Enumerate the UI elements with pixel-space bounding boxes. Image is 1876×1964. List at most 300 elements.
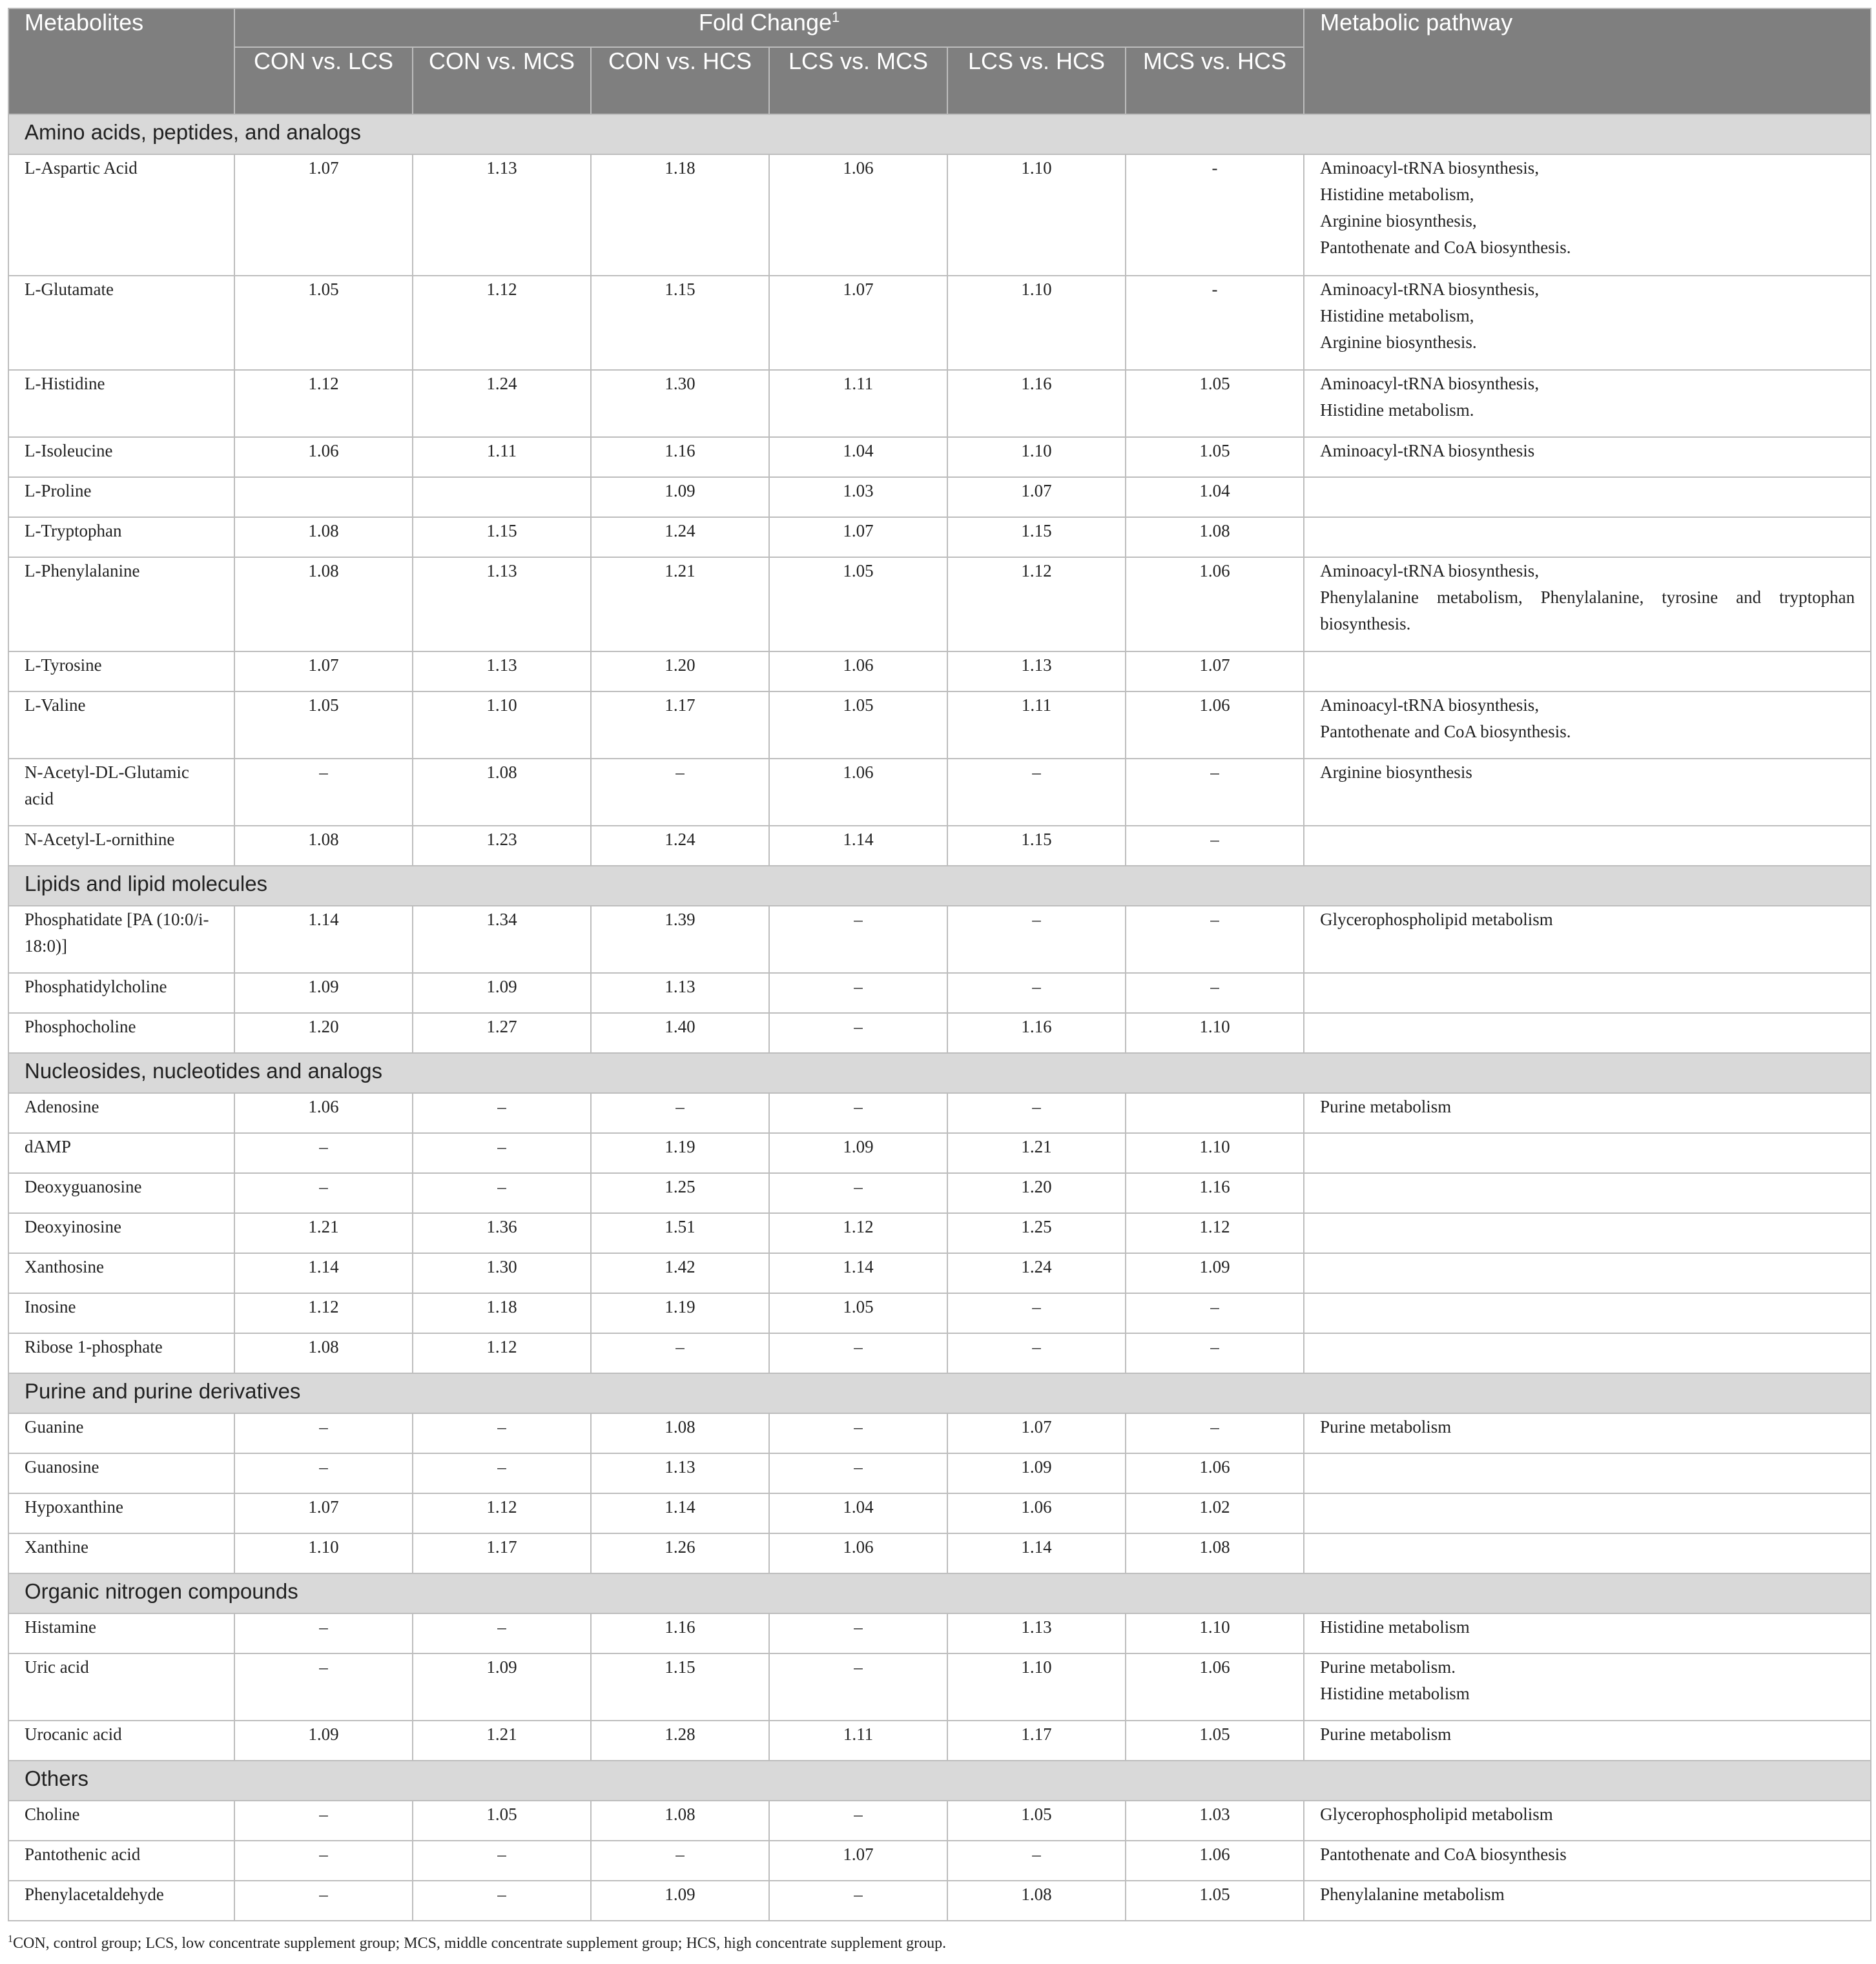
fold-change-value: 1.10 [234,1533,413,1573]
fold-change-value: 1.08 [1126,1533,1304,1573]
fold-change-value: 1.10 [413,691,591,759]
fold-change-value: 1.25 [947,1213,1126,1253]
metabolic-pathway [1304,826,1871,866]
fold-change-value: – [234,1801,413,1841]
table-header [8,8,1871,114]
fold-change-value: 1.09 [234,973,413,1013]
fold-change-value: – [947,1093,1126,1133]
fold-change-value: 1.05 [769,691,947,759]
fold-change-value: 1.20 [591,651,769,691]
fold-change-value: – [769,1333,947,1373]
table-body [8,114,1871,1921]
fold-change-value: 1.42 [591,1253,769,1293]
comparison-header: LCS vs. MCS [769,47,947,114]
fold-change-value: 1.13 [413,651,591,691]
metabolic-pathway [1304,759,1871,826]
fold-change-value: 1.12 [234,370,413,437]
fold-change-value: 1.24 [591,517,769,557]
fold-change-value: 1.10 [947,276,1126,370]
metabolic-pathway [1304,1841,1871,1881]
category-label: Purine and purine derivatives [8,1373,1871,1413]
fold-change-value: – [413,1453,591,1493]
fold-change-value: 1.09 [947,1453,1126,1493]
footnote-text: CON, control group; LCS, low concentrate supplement group; MCS, middle concentrate supplement group; HCS, high concentrate supplement group. [13,1935,947,1952]
fold-change-value: – [947,973,1126,1013]
comparison-header: CON vs. MCS [413,47,591,114]
metabolic-pathway [1304,1093,1871,1133]
fold-change-value: 1.06 [1126,557,1304,651]
fold-change-value: 1.51 [591,1213,769,1253]
table-row [8,370,1871,437]
fold-change-value: 1.13 [947,1613,1126,1653]
metabolic-pathway [1304,1533,1871,1573]
pathway-line: Histidine metabolism, [1320,306,1474,325]
fold-change-value: 1.08 [591,1413,769,1453]
fold-change-value: 1.10 [947,437,1126,477]
table-row [8,1253,1871,1293]
table-row [8,1173,1871,1213]
table-row [8,1133,1871,1173]
fold-change-value: - [1126,276,1304,370]
table-row [8,517,1871,557]
fold-change-value: 1.30 [413,1253,591,1293]
fold-change-value: 1.10 [947,154,1126,276]
fold-change-value: 1.07 [234,651,413,691]
metabolite-name: N-Acetyl-DL-Glutamic acid [8,759,234,826]
fold-change-value: 1.03 [769,477,947,517]
fold-change-label: Fold Change [698,9,832,36]
fold-change-value: – [769,1093,947,1133]
fold-change-value: 1.13 [413,557,591,651]
fold-change-value: – [769,1453,947,1493]
table-row [8,1333,1871,1373]
fold-change-value: 1.10 [1126,1133,1304,1173]
pathway-line: Arginine biosynthesis, [1320,211,1477,230]
table-row [8,557,1871,651]
fold-change-value: 1.09 [1126,1253,1304,1293]
fold-change-value: – [234,1453,413,1493]
table-row [8,691,1871,759]
fold-change-value: 1.07 [1126,651,1304,691]
fold-change-value: 1.09 [769,1133,947,1173]
table-row [8,1613,1871,1653]
metabolite-name: Histamine [8,1613,234,1653]
metabolic-pathway [1304,651,1871,691]
fold-change-header [234,8,1304,47]
table-footnote [8,1935,1870,1952]
fold-change-value: 1.04 [769,437,947,477]
metabolic-pathway [1304,557,1871,651]
fold-change-value: 1.28 [591,1721,769,1761]
metabolic-pathway [1304,276,1871,370]
fold-change-value: – [769,1653,947,1721]
fold-change-value: 1.23 [413,826,591,866]
fold-change-value: 1.06 [769,759,947,826]
category-row [8,1053,1871,1093]
fold-change-value: 1.15 [947,826,1126,866]
fold-change-value: – [413,1413,591,1453]
table-row [8,477,1871,517]
fold-change-value: 1.13 [591,1453,769,1493]
pathway-line: Aminoacyl-tRNA biosynthesis, [1320,158,1540,178]
category-label: Amino acids, peptides, and analogs [8,114,1871,154]
metabolic-pathway [1304,1881,1871,1921]
metabolite-name: Inosine [8,1293,234,1333]
fold-change-value: – [769,1173,947,1213]
fold-change-value: 1.06 [1126,1453,1304,1493]
fold-change-value: 1.07 [769,1841,947,1881]
fold-change-value: 1.16 [591,1613,769,1653]
fold-change-value: 1.12 [947,557,1126,651]
fold-change-value: – [947,1293,1126,1333]
fold-change-value: – [413,1093,591,1133]
fold-change-value: 1.08 [234,517,413,557]
fold-change-value: 1.13 [947,651,1126,691]
fold-change-value: – [234,1413,413,1453]
footnote-marker: 1 [8,1934,13,1945]
table-row [8,437,1871,477]
fold-change-value: – [413,1881,591,1921]
fold-change-value: 1.07 [947,477,1126,517]
fold-change-value: 1.12 [1126,1213,1304,1253]
metabolic-pathway [1304,1413,1871,1453]
pathway-line: Purine metabolism [1320,1097,1452,1116]
fold-change-value: 1.15 [947,517,1126,557]
fold-change-value: – [1126,1293,1304,1333]
category-label: Others [8,1761,1871,1801]
fold-change-value: 1.06 [234,437,413,477]
fold-change-value: 1.21 [234,1213,413,1253]
metabolite-name: L-Phenylalanine [8,557,234,651]
fold-change-value: - [1126,154,1304,276]
fold-change-value: 1.21 [413,1721,591,1761]
metabolite-name: Xanthine [8,1533,234,1573]
pathway-line: Arginine biosynthesis. [1320,332,1477,352]
fold-change-value: 1.14 [591,1493,769,1533]
fold-change-value: 1.05 [413,1801,591,1841]
fold-change-value: 1.18 [591,154,769,276]
comparison-header: MCS vs. HCS [1126,47,1304,114]
metabolite-name: Deoxyguanosine [8,1173,234,1213]
fold-change-value: 1.16 [591,437,769,477]
table-row [8,906,1871,973]
fold-change-value: 1.15 [591,276,769,370]
pathway-header: Metabolic pathway [1304,8,1871,114]
pathway-line: Purine metabolism [1320,1417,1452,1437]
fold-change-value: 1.10 [1126,1613,1304,1653]
comparison-header: CON vs. LCS [234,47,413,114]
metabolite-name: Guanine [8,1413,234,1453]
metabolic-pathway [1304,1453,1871,1493]
table-row [8,154,1871,276]
table-row [8,1293,1871,1333]
fold-change-value: 1.06 [1126,1653,1304,1721]
fold-change-value: – [234,1133,413,1173]
fold-change-value: 1.12 [769,1213,947,1253]
category-label: Nucleosides, nucleotides and analogs [8,1053,1871,1093]
fold-change-value: 1.14 [234,906,413,973]
metabolite-name: Pantothenic acid [8,1841,234,1881]
fold-change-value: – [947,906,1126,973]
metabolite-name: Xanthosine [8,1253,234,1293]
table-row [8,1721,1871,1761]
metabolite-name: dAMP [8,1133,234,1173]
table-row [8,1841,1871,1881]
fold-change-value: 1.06 [769,1533,947,1573]
metabolic-pathway [1304,1013,1871,1053]
fold-change-value: 1.30 [591,370,769,437]
fold-change-value: 1.40 [591,1013,769,1053]
metabolite-name: Guanosine [8,1453,234,1493]
fold-change-value: 1.20 [947,1173,1126,1213]
metabolite-name: N-Acetyl-L-ornithine [8,826,234,866]
fold-change-value: 1.08 [413,759,591,826]
category-row [8,114,1871,154]
fold-change-value: – [234,1653,413,1721]
fold-change-value: 1.06 [1126,1841,1304,1881]
pathway-line: Glycerophospholipid metabolism [1320,1805,1553,1824]
fold-change-value: 1.05 [1126,1881,1304,1921]
fold-change-value: 1.05 [234,276,413,370]
fold-change-value: 1.15 [591,1653,769,1721]
category-label: Lipids and lipid molecules [8,866,1871,906]
table-row [8,276,1871,370]
fold-change-value: 1.04 [1126,477,1304,517]
table-row [8,1801,1871,1841]
category-row [8,1373,1871,1413]
fold-change-value: 1.06 [234,1093,413,1133]
fold-change-value: 1.24 [947,1253,1126,1293]
fold-change-value: 1.08 [947,1881,1126,1921]
fold-change-value: 1.06 [769,651,947,691]
fold-change-value: – [413,1841,591,1881]
category-row [8,866,1871,906]
metabolite-name: L-Tryptophan [8,517,234,557]
metabolic-pathway [1304,437,1871,477]
metabolic-pathway [1304,1721,1871,1761]
fold-change-value: 1.39 [591,906,769,973]
metabolite-name: L-Valine [8,691,234,759]
fold-change-value: 1.07 [947,1413,1126,1453]
metabolic-pathway [1304,1293,1871,1333]
fold-change-value: 1.02 [1126,1493,1304,1533]
fold-change-value: – [234,1881,413,1921]
fold-change-value: 1.08 [591,1801,769,1841]
fold-change-value: 1.05 [1126,437,1304,477]
fold-change-value: 1.16 [1126,1173,1304,1213]
fold-change-value: 1.16 [947,370,1126,437]
metabolic-pathway [1304,477,1871,517]
category-row [8,1573,1871,1613]
pathway-line: Aminoacyl-tRNA biosynthesis, [1320,695,1540,715]
fold-change-value: 1.08 [234,1333,413,1373]
fold-change-value [234,477,413,517]
fold-change-value: 1.15 [413,517,591,557]
fold-change-value: 1.11 [413,437,591,477]
fold-change-value: – [947,1333,1126,1373]
fold-change-value: 1.11 [769,1721,947,1761]
fold-change-value: 1.05 [947,1801,1126,1841]
table-row [8,1013,1871,1053]
pathway-line: Histidine metabolism [1320,1684,1470,1703]
fold-change-value: 1.05 [1126,1721,1304,1761]
fold-change-value: 1.14 [234,1253,413,1293]
comparison-header: LCS vs. HCS [947,47,1126,114]
fold-change-value: – [591,759,769,826]
metabolite-name: Phenylacetaldehyde [8,1881,234,1921]
metabolite-name: Adenosine [8,1093,234,1133]
fold-change-value: 1.34 [413,906,591,973]
metabolic-pathway [1304,1253,1871,1293]
table-row [8,651,1871,691]
metabolic-pathway [1304,1801,1871,1841]
metabolite-name: Phosphocholine [8,1013,234,1053]
fold-change-value: 1.24 [591,826,769,866]
fold-change-value: – [413,1173,591,1213]
fold-change-value: – [1126,906,1304,973]
metabolic-pathway [1304,517,1871,557]
metabolite-name: Hypoxanthine [8,1493,234,1533]
pathway-line: Pantothenate and CoA biosynthesis [1320,1845,1567,1864]
metabolite-name: Phosphatidylcholine [8,973,234,1013]
pathway-line: Pantothenate and CoA biosynthesis. [1320,722,1571,741]
metabolic-pathway [1304,1493,1871,1533]
fold-change-value: 1.18 [413,1293,591,1333]
metabolite-name: Urocanic acid [8,1721,234,1761]
fold-change-value: 1.20 [234,1013,413,1053]
fold-change-value: 1.14 [769,826,947,866]
fold-change-value: – [769,1801,947,1841]
fold-change-value: 1.17 [413,1533,591,1573]
fold-change-value: – [769,973,947,1013]
metabolite-name: Choline [8,1801,234,1841]
table-row [8,759,1871,826]
fold-change-value: 1.12 [234,1293,413,1333]
fold-change-value: – [947,1841,1126,1881]
fold-change-value: – [234,1841,413,1881]
metabolite-name: Phosphatidate [PA (10:0/i-18:0)] [8,906,234,973]
fold-change-value: 1.13 [413,154,591,276]
pathway-line: Purine metabolism. [1320,1657,1456,1677]
fold-change-value [1126,1093,1304,1133]
fold-change-value: 1.10 [947,1653,1126,1721]
fold-change-value: 1.07 [234,1493,413,1533]
metabolite-name: Ribose 1-phosphate [8,1333,234,1373]
pathway-line: Aminoacyl-tRNA biosynthesis, [1320,280,1540,299]
fold-change-value: – [1126,826,1304,866]
fold-change-value: 1.03 [1126,1801,1304,1841]
fold-change-value: – [769,1013,947,1053]
fold-change-value: 1.21 [947,1133,1126,1173]
pathway-line: Glycerophospholipid metabolism [1320,910,1553,929]
metabolic-pathway [1304,1213,1871,1253]
metabolite-name: Deoxyinosine [8,1213,234,1253]
fold-change-value: – [234,1613,413,1653]
fold-change-value: 1.08 [234,826,413,866]
fold-change-value: 1.05 [234,691,413,759]
table-row [8,1093,1871,1133]
pathway-line: Phenylalanine metabolism, Phenylalanine, tyrosine and tryptophan biosynthesis. [1320,588,1855,633]
fold-change-value: 1.17 [591,691,769,759]
metabolic-pathway [1304,154,1871,276]
fold-change-value: – [591,1841,769,1881]
metabolite-name: L-Proline [8,477,234,517]
table-row [8,1653,1871,1721]
metabolic-pathway [1304,1133,1871,1173]
fold-change-value [413,477,591,517]
metabolite-name: L-Glutamate [8,276,234,370]
metabolic-pathway [1304,370,1871,437]
fold-change-value: 1.06 [769,154,947,276]
fold-change-value: – [591,1093,769,1133]
fold-change-value: 1.13 [591,973,769,1013]
fold-change-value: 1.05 [1126,370,1304,437]
fold-change-value: – [1126,973,1304,1013]
pathway-line: Pantothenate and CoA biosynthesis. [1320,238,1571,257]
pathway-line: Histidine metabolism. [1320,400,1474,420]
fold-change-value: – [234,759,413,826]
table-row [8,1881,1871,1921]
metabolite-name: L-Histidine [8,370,234,437]
fold-change-value: 1.12 [413,1333,591,1373]
fold-change-value: 1.07 [769,517,947,557]
fold-change-value: 1.27 [413,1013,591,1053]
fold-change-table [8,8,1871,1921]
table-row [8,1533,1871,1573]
fold-change-value: 1.11 [769,370,947,437]
fold-change-value: – [413,1133,591,1173]
metabolic-pathway [1304,1613,1871,1653]
fold-change-footnote-marker: 1 [831,9,840,25]
table-row [8,973,1871,1013]
fold-change-value: 1.08 [234,557,413,651]
fold-change-value: 1.16 [947,1013,1126,1053]
fold-change-value: 1.17 [947,1721,1126,1761]
metabolic-pathway [1304,691,1871,759]
table-row [8,826,1871,866]
fold-change-table-container [8,8,1870,1921]
fold-change-value: 1.11 [947,691,1126,759]
fold-change-value: 1.09 [234,1721,413,1761]
table-row [8,1413,1871,1453]
pathway-line: Aminoacyl-tRNA biosynthesis [1320,441,1535,460]
fold-change-value: – [769,1413,947,1453]
fold-change-value: – [234,1173,413,1213]
category-label: Organic nitrogen compounds [8,1573,1871,1613]
fold-change-value: – [413,1613,591,1653]
fold-change-value: 1.09 [413,973,591,1013]
table-row [8,1213,1871,1253]
fold-change-value: 1.19 [591,1133,769,1173]
fold-change-value: 1.04 [769,1493,947,1533]
metabolic-pathway [1304,1333,1871,1373]
fold-change-value: 1.05 [769,1293,947,1333]
fold-change-value: 1.08 [1126,517,1304,557]
fold-change-value: 1.14 [947,1533,1126,1573]
fold-change-value: 1.09 [591,1881,769,1921]
category-row [8,1761,1871,1801]
fold-change-value: – [591,1333,769,1373]
fold-change-value: – [769,1881,947,1921]
metabolic-pathway [1304,906,1871,973]
fold-change-value: 1.09 [591,477,769,517]
fold-change-value: 1.05 [769,557,947,651]
pathway-line: Histidine metabolism, [1320,185,1474,204]
fold-change-value: 1.06 [1126,691,1304,759]
table-row [8,1493,1871,1533]
fold-change-value: 1.21 [591,557,769,651]
pathway-line: Aminoacyl-tRNA biosynthesis, [1320,561,1540,580]
